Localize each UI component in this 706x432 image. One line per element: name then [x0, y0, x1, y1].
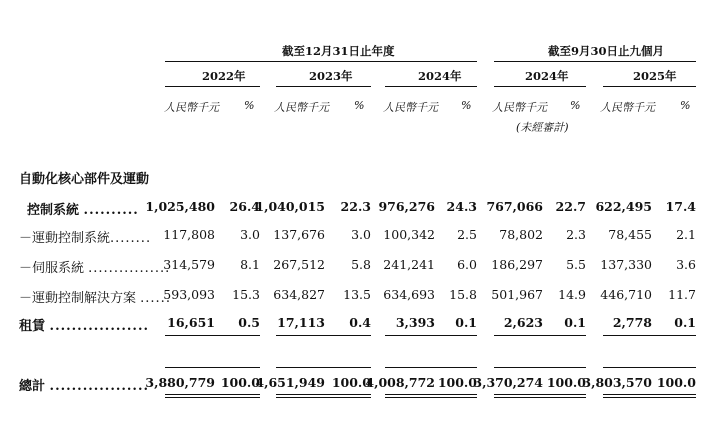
percent-cell: 5.5 [566, 257, 586, 272]
row-label-solutions: －運動控制解決方案 ...... [19, 291, 171, 306]
percent-cell: 3.6 [676, 257, 696, 272]
amount-cell: 767,066 [486, 199, 543, 214]
percent-cell: 0.1 [455, 315, 477, 330]
total-double-rule-2025-9m [603, 397, 696, 398]
year-rule-2024-9m [494, 86, 586, 87]
amount-cell: 1,040,015 [255, 199, 325, 214]
amount-cell: 501,967 [491, 287, 543, 302]
header-rule-9m [494, 61, 696, 62]
total-double-rule-2024-9m [494, 397, 586, 398]
amount-cell: 4,651,949 [255, 375, 325, 390]
subtotal-rule-2024-9m [494, 335, 586, 336]
subtotal-rule-2024 [385, 335, 477, 336]
unit-pct-2022: % [244, 99, 255, 112]
percent-cell: 8.1 [240, 257, 260, 272]
percent-cell: 3.0 [240, 227, 260, 242]
row-label-motion-control: －運動控制系統........ [19, 231, 152, 246]
percent-cell: 100.0 [331, 375, 371, 390]
percent-cell: 22.7 [555, 199, 586, 214]
amount-cell: 117,808 [163, 227, 215, 242]
unit-rmb-2025-9m: 人民幣千元 [600, 101, 655, 114]
amount-cell: 2,778 [612, 315, 652, 330]
fiscal-year-header: 截至12月31日止年度 [282, 44, 395, 58]
total-bottom-rule-2022 [165, 394, 260, 395]
unit-rmb-2024: 人民幣千元 [383, 101, 438, 114]
year-rule-2023 [276, 86, 371, 87]
amount-cell: 446,710 [600, 287, 652, 302]
total-bottom-rule-2023 [276, 394, 371, 395]
amount-cell: 16,651 [167, 315, 215, 330]
amount-cell: 976,276 [378, 199, 435, 214]
amount-cell: 100,342 [383, 227, 435, 242]
year-rule-2022 [165, 86, 260, 87]
subtotal-rule-2022 [165, 335, 260, 336]
percent-cell: 11.7 [668, 287, 696, 302]
year-rule-2025-9m [603, 86, 696, 87]
percent-cell: 0.1 [674, 315, 696, 330]
percent-cell: 2.3 [566, 227, 586, 242]
amount-cell: 3,393 [395, 315, 435, 330]
year-2024-9m: 2024年 [525, 69, 569, 83]
year-2022: 2022年 [202, 69, 246, 83]
unit-rmb-2023: 人民幣千元 [274, 101, 329, 114]
header-rule-fy [165, 61, 477, 62]
unit-rmb-2024-9m: 人民幣千元 [492, 101, 547, 114]
year-2024: 2024年 [418, 69, 462, 83]
amount-cell: 593,093 [163, 287, 215, 302]
amount-cell: 1,025,480 [145, 199, 215, 214]
amount-cell: 3,370,274 [473, 375, 543, 390]
total-bottom-rule-2025-9m [603, 394, 696, 395]
percent-cell: 0.4 [349, 315, 371, 330]
percent-cell: 15.3 [232, 287, 260, 302]
amount-cell: 137,330 [600, 257, 652, 272]
percent-cell: 100.0 [656, 375, 696, 390]
amount-cell: 3,803,570 [582, 375, 652, 390]
amount-cell: 241,241 [383, 257, 435, 272]
percent-cell: 100.0 [220, 375, 260, 390]
row-label-servo: －伺服系統 ................ [19, 261, 171, 276]
percent-cell: 14.9 [558, 287, 586, 302]
year-2023: 2023年 [309, 69, 353, 83]
amount-cell: 4,008,772 [365, 375, 435, 390]
unit-pct-2024-9m: % [570, 99, 581, 112]
amount-cell: 634,693 [383, 287, 435, 302]
percent-cell: 2.1 [676, 227, 696, 242]
percent-cell: 22.3 [340, 199, 371, 214]
percent-cell: 5.8 [351, 257, 371, 272]
percent-cell: 3.0 [351, 227, 371, 242]
total-double-rule-2023 [276, 397, 371, 398]
subtotal-rule-2023 [276, 335, 371, 336]
row-label-leasing: 租賃 .................. [19, 319, 150, 334]
percent-cell: 15.8 [449, 287, 477, 302]
unit-pct-2025-9m: % [680, 99, 691, 112]
total-bottom-rule-2024 [385, 394, 477, 395]
percent-cell: 0.1 [564, 315, 586, 330]
year-2025-9m: 2025年 [633, 69, 677, 83]
percent-cell: 17.4 [665, 199, 696, 214]
row-label-core: 控制系統 .......... [27, 203, 139, 218]
amount-cell: 622,495 [595, 199, 652, 214]
percent-cell: 100.0 [437, 375, 477, 390]
amount-cell: 78,802 [499, 227, 543, 242]
total-top-rule-2024 [385, 367, 477, 368]
total-top-rule-2023 [276, 367, 371, 368]
amount-cell: 2,623 [503, 315, 543, 330]
row-label-line1: 自動化核心部件及運動 [19, 172, 150, 187]
percent-cell: 6.0 [457, 257, 477, 272]
subtotal-rule-2025-9m [603, 335, 696, 336]
nine-month-header: 截至9月30日止九個月 [548, 44, 665, 58]
unit-pct-2024: % [461, 99, 472, 112]
amount-cell: 267,512 [273, 257, 325, 272]
amount-cell: 3,880,779 [145, 375, 215, 390]
unit-rmb-2022: 人民幣千元 [164, 101, 219, 114]
amount-cell: 186,297 [491, 257, 543, 272]
total-double-rule-2024 [385, 397, 477, 398]
percent-cell: 0.5 [238, 315, 260, 330]
total-top-rule-2025-9m [603, 367, 696, 368]
row-label-total: 總計 .................. [19, 379, 150, 394]
percent-cell: 100.0 [546, 375, 586, 390]
amount-cell: 137,676 [273, 227, 325, 242]
unit-pct-2023: % [354, 99, 365, 112]
amount-cell: 78,455 [608, 227, 652, 242]
unaudited-note: (未經審計) [516, 121, 569, 134]
percent-cell: 2.5 [457, 227, 477, 242]
amount-cell: 634,827 [273, 287, 325, 302]
total-bottom-rule-2024-9m [494, 394, 586, 395]
total-top-rule-2022 [165, 367, 260, 368]
year-rule-2024 [385, 86, 477, 87]
percent-cell: 26.4 [229, 199, 260, 214]
amount-cell: 17,113 [277, 315, 325, 330]
total-double-rule-2022 [165, 397, 260, 398]
percent-cell: 24.3 [446, 199, 477, 214]
percent-cell: 13.5 [343, 287, 371, 302]
total-top-rule-2024-9m [494, 367, 586, 368]
amount-cell: 314,579 [163, 257, 215, 272]
